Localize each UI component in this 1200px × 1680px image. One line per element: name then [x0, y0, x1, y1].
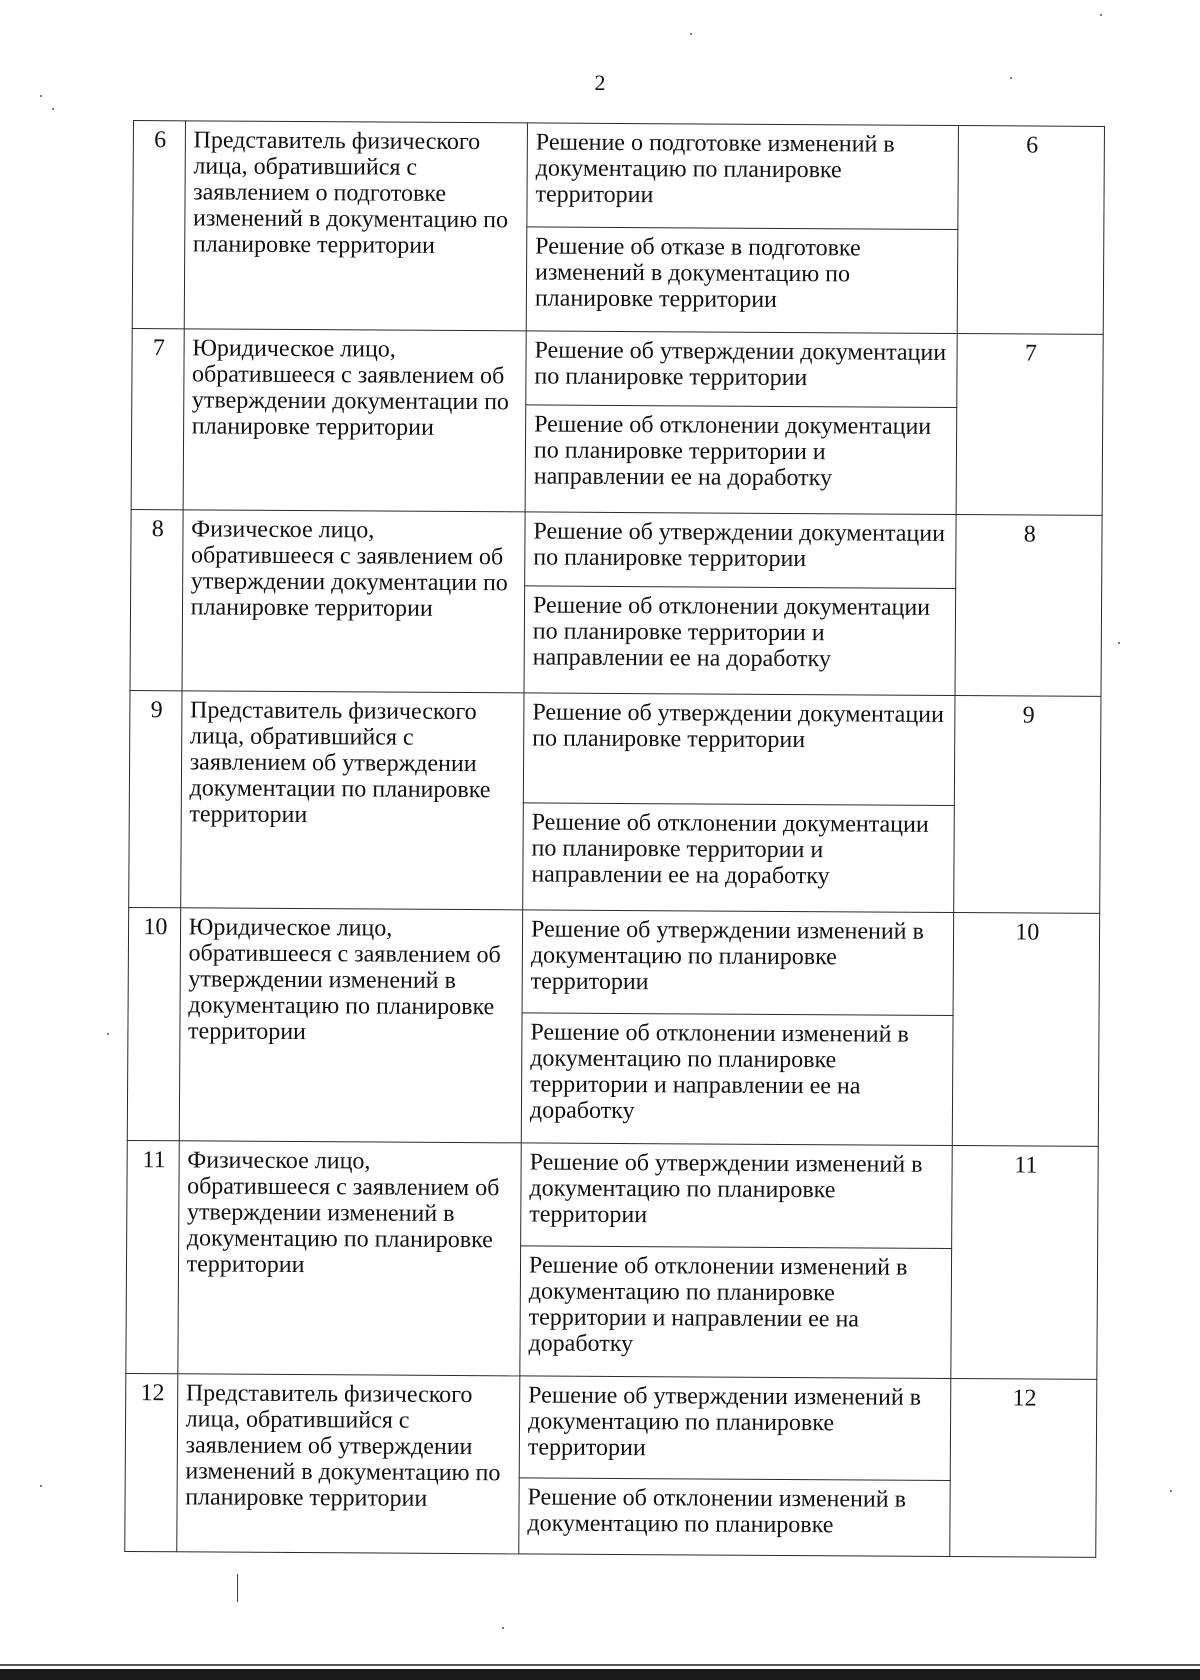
decision-cell: Решение об отклонении документации по планировке территории и направлении ее на доработку [524, 586, 955, 696]
decision-cell: Решение об отклонении изменений в документацию по планировке территории и направлении ее на доработку [520, 1246, 951, 1379]
row-number: 8 [130, 509, 183, 690]
row-number: 9 [129, 690, 182, 907]
scan-speck [52, 108, 54, 110]
code-cell: 11 [950, 1146, 1098, 1380]
applicant-cell: Представитель физического лица, обратившийся с заявлением об утверждении изменений в документацию по планировке территории [176, 1374, 519, 1554]
table-row [128, 907, 1100, 1016]
decision-cell: Решение об утверждении документации по планировке территории [525, 512, 956, 589]
scan-speck [40, 1485, 42, 1487]
scan-speck [107, 1033, 109, 1035]
code-cell: 6 [957, 126, 1105, 335]
decision-cell: Решение об утверждении документации по планировке территории [523, 693, 954, 806]
decision-cell: Решение об отклонении изменений в документацию по планировке [519, 1478, 950, 1557]
applicant-cell: Юридическое лицо, обратившееся с заявлением об утверждении изменений в документацию по планировке территории [179, 908, 523, 1143]
table-row [129, 690, 1101, 806]
applicant-cell: Представитель физического лица, обратившийся с заявлением об утверждении документации по планировке территории [180, 691, 524, 910]
decision-cell: Решение о подготовке изменений в документацию по планировке территории [527, 123, 958, 230]
decision-cell: Решение об утверждении документации по планировке территории [526, 331, 957, 408]
scan-mark [237, 1574, 238, 1602]
scan-speck [1118, 642, 1120, 644]
table-row [125, 1373, 1097, 1481]
decision-cell: Решение об утверждении изменений в документацию по планировке территории [521, 1143, 952, 1249]
row-number: 10 [127, 907, 180, 1140]
scan-speck [502, 1627, 504, 1629]
records-table [124, 120, 1105, 1558]
decision-cell: Решение об отклонении изменений в документацию по планировке территории и направлении ее на доработку [521, 1013, 952, 1146]
applicant-cell: Физическое лицо, обратившееся с заявлением об утверждении изменений в документацию по планировке территории [177, 1141, 521, 1376]
row-number: 11 [126, 1140, 179, 1373]
applicant-cell: Физическое лицо, обратившееся с заявлением об утверждении документации по планировке территории [182, 510, 525, 693]
document-table-wrapper [124, 120, 1105, 1558]
applicant-cell: Юридическое лицо, обратившееся с заявлением об утверждении документации по планировке территории [183, 329, 526, 512]
table-row [127, 1140, 1099, 1249]
scan-edge [0, 1664, 1200, 1666]
row-number: 7 [131, 328, 184, 509]
scan-speck [1170, 1490, 1172, 1492]
code-cell: 8 [955, 515, 1103, 697]
table-row [131, 509, 1102, 589]
decision-cell: Решение об утверждении изменений в документацию по планировке территории [522, 910, 953, 1016]
scan-speck [690, 33, 692, 35]
page-number: 2 [594, 70, 606, 95]
decision-cell: Решение об отклонении документации по планировке территории и направлении ее на доработку [523, 803, 954, 913]
decision-cell: Решение об утверждении изменений в документацию по планировке территории [519, 1376, 950, 1481]
decision-cell: Решение об отклонении документации по планировке территории и направлении ее на доработку [525, 405, 956, 515]
scan-edge [0, 1669, 1200, 1680]
row-number: 6 [132, 121, 185, 329]
code-cell: 9 [953, 696, 1101, 914]
scan-speck [1100, 14, 1102, 16]
scan-speck [1010, 77, 1012, 79]
code-cell: 12 [949, 1379, 1097, 1558]
table-row [132, 328, 1103, 408]
applicant-cell: Представитель физического лица, обратившийся с заявлением о подготовке изменений в документацию по планировке территории [184, 121, 528, 331]
decision-cell: Решение об отказе в подготовке изменений в документацию по планировке территории [526, 227, 957, 334]
code-cell: 10 [952, 913, 1100, 1147]
scan-speck [40, 95, 42, 97]
row-number: 12 [125, 1373, 178, 1551]
code-cell: 7 [956, 334, 1104, 516]
table-row [133, 121, 1105, 231]
